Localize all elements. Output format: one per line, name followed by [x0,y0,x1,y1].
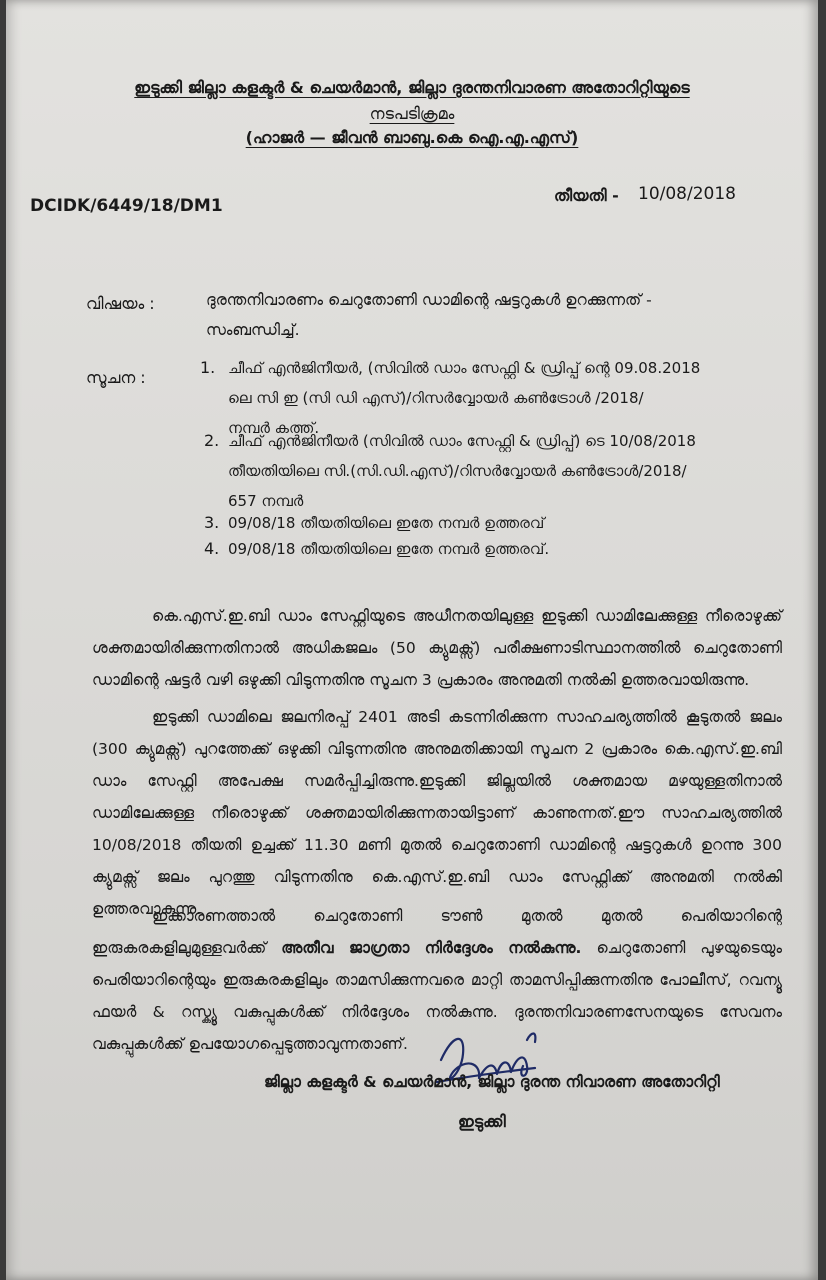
body-paragraph-2: ഇടുക്കി ഡാമിലെ ജലനിരപ്പ് 2401 അടി കടന്നിരിക്കുന്ന സാഹചര്യത്തിൽ കൂടുതൽ ജലം (300 ക്യുമക്സ്) പുറത്തേക്ക് ഒഴുക്കി വിടുന്നതിനു അനുമതിക്കായി സൂചന 2 പ്രകാരം കെ.എസ്.ഇ.ബി ഡാം സേഫ്റ്റി അപേക്ഷ സമർപ്പിച്ചിരുന്നു.ഇടുക്കി ജില്ലയിൽ ശക്തമായ മഴയുള്ളതിനാൽ ഡാമിലേക്കുള്ള നീരൊഴുക്ക് ശക്തമായിരിക്കുന്നതായിട്ടാണ് കാണുന്നത്.ഈ സാഹചര്യത്തിൽ 10/08/2018 തീയതി ഉച്ചക്ക് 11.30 മണി മുതൽ ചെറുതോണി ഡാമിന്റെ ഷട്ടറുകൾ ഉറന്നു 300 ക്യുമക്സ് ജലം പുറത്തു വിടുന്നതിനു കെ.എസ്.ഇ.ബി ഡാം സേഫ്റ്റിക്ക് അനുമതി നൽകി ഉത്തരവാകുന്നു. [92,708,782,918]
subject-line-1: ദുരന്തനിവാരണം ചെറുതോണി ഡാമിന്റെ ഷട്ടറുകൾ ഉറക്കുന്നത് - [206,291,652,309]
signatory-designation: ജില്ലാ കളക്ടർ & ചെയർമാൻ, ജില്ലാ ദുരന്ത നിവാരണ അതോറിറ്റി [264,1073,720,1091]
reference-item-line: ലെ സി ഇ (സി ഡി എസ്)/റിസർവ്വോയർ കൺട്രോൾ /2018/ [228,389,644,407]
reference-number: DCIDK/6449/18/DM1 [30,196,223,216]
header-line-2: നടപടിക്രമം [369,104,455,123]
reference-item-number: 3. [204,513,220,532]
body-paragraph-3-start: ഇക്കാരണത്താൽ ചെറുതോണി ടൗൺ മുതൽ മുതൽ പെരിയാറിന്റെ ഇരുകരകളിലുമുള്ളവർക്ക് [92,907,782,957]
subject-label: വിഷയം : [86,294,155,313]
reference-item-number: 2. [204,431,220,450]
reference-item-number: 4. [204,539,220,558]
header-line-3: (ഹാജർ — ജീവൻ ബാബു.കെ ഐ.എ.എസ്) [245,128,579,147]
references-label: സൂചന : [86,368,146,387]
reference-item-line: 657 നമ്പർ [228,492,304,510]
reference-item-line: 09/08/18 തീയതിയിലെ ഇതേ നമ്പർ ഉത്തരവ്. [228,540,550,558]
reference-item-number: 1. [200,358,216,377]
alert-instruction: അതീവ ജാഗ്രതാ നിർദ്ദേശം നൽകുന്നു. [281,939,582,957]
reference-item-line: തീയതിയിലെ സി.(സി.ഡി.എസ്)/റിസർവ്വോയർ കൺട്രോൾ/2018/ [228,462,687,480]
date-value: 10/08/2018 [638,184,736,204]
body-paragraph-3-end: ചെറുതോണി പുഴയുടെയും പെരിയാറിന്റെയും ഇരുകരകളിലും താമസിക്കുന്നവരെ മാറ്റി താമസിപ്പിക്കുന്നതിനു പോലീസ്, റവന്യൂ ഫയർ & റസ്ക്യൂ വകുപ്പുകൾക്ക് നിർദ്ദേശം നൽകുന്നു. ദുരന്തനിവാരണസേനയുടെ സേവനം വകുപ്പുകൾക്ക് ഉപയോഗപ്പെടുത്താവുന്നതാണ്. [92,939,782,1053]
document-page [6,0,818,1280]
body-paragraph-1: കെ.എസ്.ഇ.ബി ഡാം സേഫ്റ്റിയുടെ അധീനതയിലുള്ള ഇടുക്കി ഡാമിലേക്കുള്ള നീരൊഴുക്ക് ശക്തമായിരിക്കുന്നതിനാൽ അധികജലം (50 ക്യുമക്സ്) പരീക്ഷണാടിസ്ഥാനത്തിൽ ചെറുതോണി ഡാമിന്റെ ഷട്ടർ വഴി ഒഴുക്കി വിടുന്നതിനു സൂചന 3 പ്രകാരം അനുമതി നൽകി ഉത്തരവായിരുന്നു. [92,607,782,689]
subject-line-2: സംബന്ധിച്ച്. [206,321,300,339]
reference-item-line: നമ്പർ കത്ത്. [228,419,320,437]
reference-item-line: ചീഫ് എൻജിനീയർ, (സിവിൽ ഡാം സേഫ്റ്റി & ഡ്രിപ്പ് ന്റെ 09.08.2018 [228,359,701,377]
reference-item-line: 09/08/18 തീയതിയിലെ ഇതേ നമ്പർ ഉത്തരവ് [228,514,545,532]
header-line-1: ഇടുക്കി ജില്ലാ കളക്ടർ & ചെയർമാൻ, ജില്ലാ ദുരന്തനിവാരണ അതോറിറ്റിയുടെ [134,78,690,97]
signatory-place: ഇടുക്കി [458,1112,506,1131]
reference-item-line: ചീഫ് എൻജിനീയർ (സിവിൽ ഡാം സേഫ്റ്റി & ഡ്രിപ്പ്) ടെ 10/08/2018 [228,432,696,450]
date-label: തീയതി - [554,186,619,205]
